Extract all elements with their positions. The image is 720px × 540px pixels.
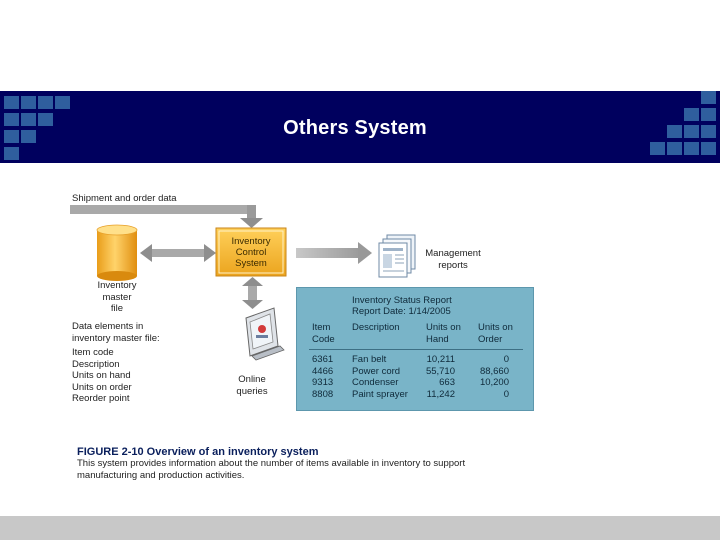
report-cell: 10,200 bbox=[479, 377, 509, 388]
report-cell: 11,242 bbox=[426, 388, 455, 400]
report-cell: Fan belt bbox=[352, 354, 387, 365]
report-cell: 663 bbox=[439, 377, 455, 388]
report-col-header: Units on Order bbox=[478, 322, 513, 345]
shipment-arrow bbox=[70, 205, 263, 228]
report-cell: Paint sprayer bbox=[352, 388, 408, 400]
management-label-line: Management bbox=[425, 248, 481, 259]
report-date: Report Date: 1/14/2005 bbox=[352, 306, 451, 317]
data-element-item: Units on order bbox=[72, 381, 132, 393]
report-col-header: Item Code bbox=[312, 322, 335, 345]
report-cell: 88,660 bbox=[479, 365, 509, 377]
data-element-item: Description bbox=[72, 358, 120, 370]
report-cell: Power cord bbox=[352, 365, 401, 377]
ics-queries-arrow bbox=[242, 277, 263, 309]
report-cell: Condenser bbox=[352, 377, 399, 388]
figure-caption-body: This system provides information about the number of items available in inventory to support manufacturing and production activities. bbox=[77, 458, 466, 481]
reports-arrow bbox=[296, 242, 372, 264]
ics-label-line: System bbox=[235, 258, 267, 269]
file-ics-arrow bbox=[140, 244, 216, 262]
online-label-line: queries bbox=[236, 385, 268, 397]
monitor-icon bbox=[246, 308, 284, 360]
report-cell: 6361 bbox=[312, 354, 334, 365]
master-file-label bbox=[87, 280, 147, 315]
master-file-label-line: file bbox=[110, 303, 124, 314]
inventory-status-report bbox=[296, 287, 534, 411]
reports-document-icon bbox=[379, 235, 415, 277]
online-queries-label bbox=[228, 374, 276, 397]
shipment-label: Shipment and order data bbox=[72, 193, 177, 204]
report-cell: 10,211 bbox=[426, 354, 455, 365]
ics-label-line: Control bbox=[235, 247, 267, 258]
data-element-item: Units on hand bbox=[72, 370, 131, 381]
footer-bar bbox=[0, 516, 720, 540]
report-cell: 0 bbox=[503, 354, 509, 365]
data-elements-list bbox=[72, 321, 182, 405]
report-cell: 0 bbox=[503, 388, 509, 400]
report-title: Inventory Status Report bbox=[352, 295, 452, 306]
ics-label-line: Inventory bbox=[231, 236, 271, 247]
report-cell: 55,710 bbox=[425, 365, 455, 377]
online-label-line: Online bbox=[238, 374, 266, 385]
ics-label bbox=[216, 236, 286, 269]
master-file-label-line: Inventory bbox=[97, 280, 137, 291]
data-elements-heading: inventory master file: bbox=[72, 332, 160, 344]
report-col-header: Description bbox=[352, 322, 400, 333]
master-file-label-line: master bbox=[102, 291, 132, 303]
data-element-item: Item code bbox=[72, 347, 114, 358]
report-cell: 4466 bbox=[312, 365, 334, 377]
data-elements-heading: Data elements in bbox=[72, 321, 144, 332]
database-cylinder-icon bbox=[97, 225, 137, 281]
report-cell: 9313 bbox=[312, 377, 334, 388]
figure-caption-title: FIGURE 2-10 Overview of an inventory system bbox=[77, 446, 319, 458]
report-cell: 8808 bbox=[312, 388, 334, 400]
slide-title: Others System bbox=[283, 117, 427, 139]
management-label bbox=[418, 248, 488, 271]
data-element-item: Reorder point bbox=[72, 393, 130, 404]
report-col-header: Units on Hand bbox=[426, 322, 461, 345]
management-label-line: reports bbox=[438, 259, 468, 271]
report-divider bbox=[309, 349, 523, 350]
